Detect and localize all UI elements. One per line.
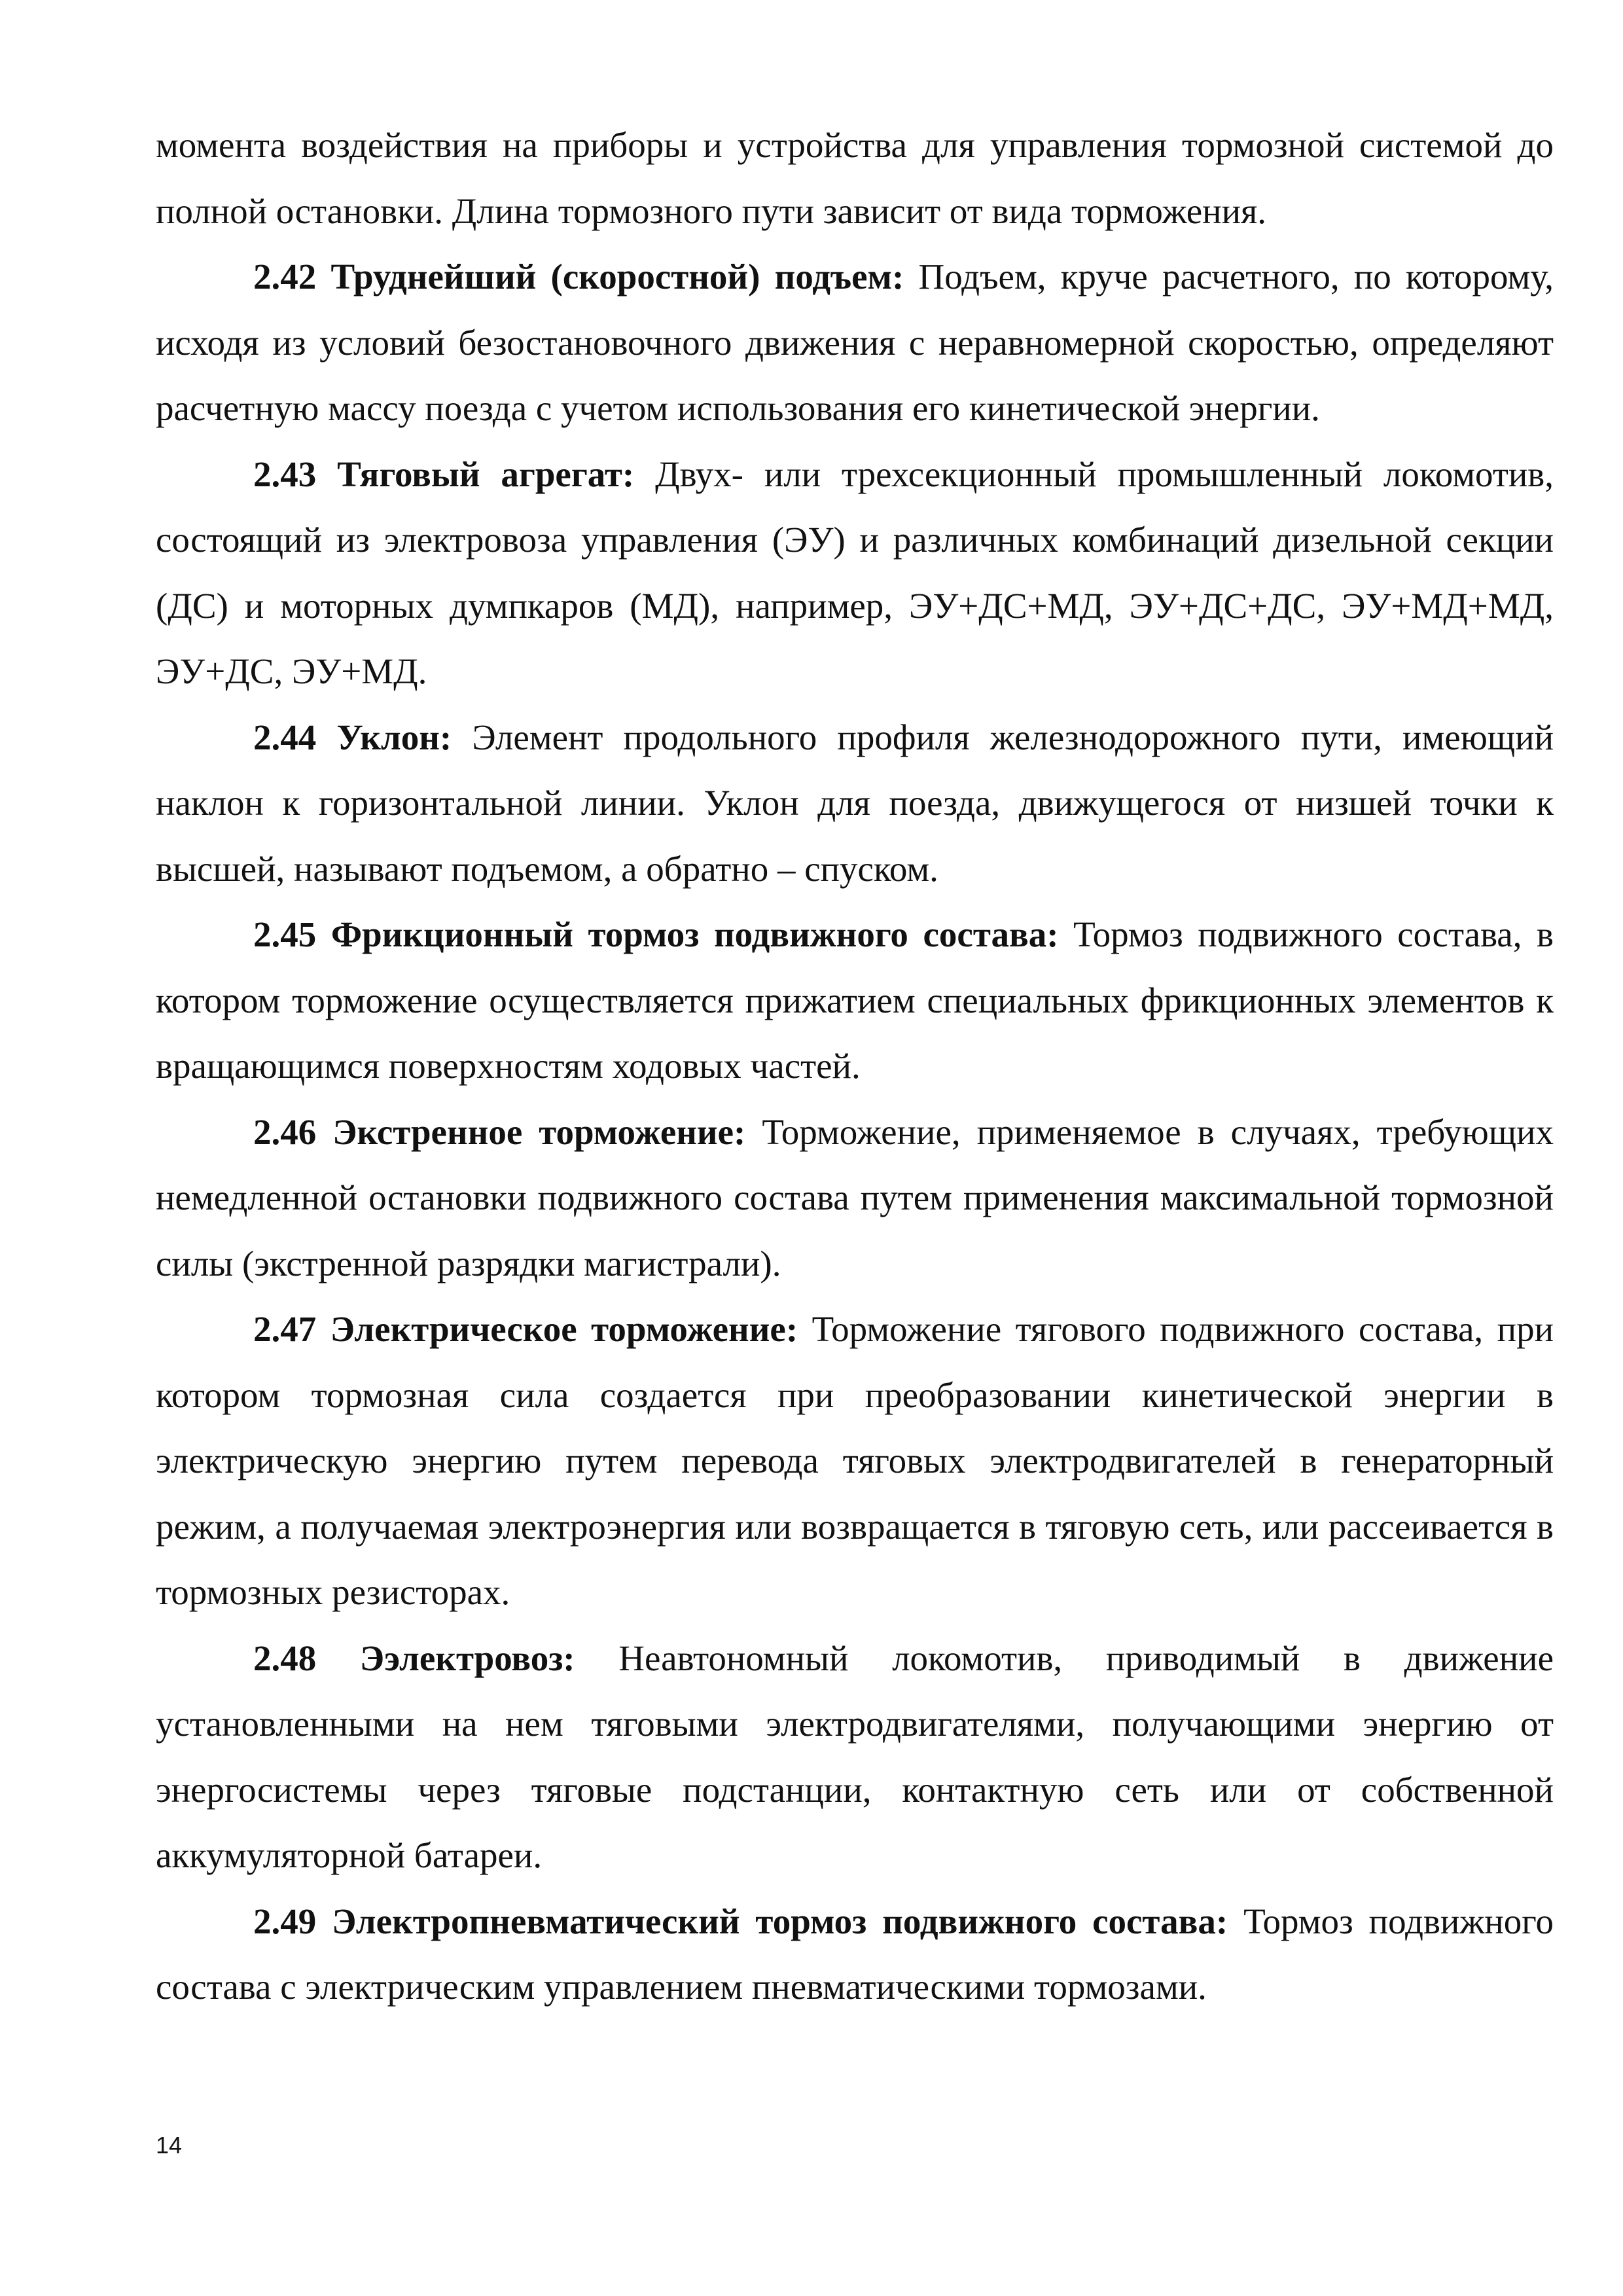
definition-term: Труднейший (скоростной) подъем: <box>330 257 904 296</box>
definition-2-46 <box>156 1100 1554 1297</box>
definition-number: 2.44 <box>253 717 317 757</box>
definition-number: 2.48 <box>253 1638 317 1678</box>
definition-term: Ээлектровоз: <box>359 1638 575 1678</box>
definition-term: Электрическое торможение: <box>330 1309 798 1349</box>
definition-number: 2.42 <box>253 257 317 296</box>
definition-term: Уклон: <box>336 717 452 757</box>
page-number: 14 <box>156 2132 183 2159</box>
definition-number: 2.46 <box>253 1111 317 1152</box>
definition-number: 2.43 <box>253 454 317 494</box>
definition-2-48 <box>156 1626 1554 1889</box>
intro-continuation-paragraph: момента воздействия на приборы и устройства для управления тормозной системой до полной остановки. Длина тормозного пути зависит от вида торможения. <box>156 125 1554 231</box>
definition-2-49 <box>156 1889 1554 2020</box>
definition-text: Подъем, круче расчетного, по которому, исходя из условий безостановочного движения с неравномерной скоростью, определяют расчетную массу поезда с учетом использования его кинетической энергии. <box>156 257 1554 428</box>
definition-2-42 <box>156 244 1554 442</box>
definition-2-43 <box>156 442 1554 705</box>
definition-text: Торможение, применяемое в случаях, требующих немедленной остановки подвижного состава путем применения максимальной тормозной силы (экстренной разрядки магистрали). <box>156 1111 1554 1283</box>
definition-number: 2.45 <box>253 914 317 954</box>
definition-2-45 <box>156 902 1554 1100</box>
definition-2-44 <box>156 705 1554 903</box>
definition-text: Неавтономный локомотив, приводимый в движение установленными на нем тяговыми электродвигателями, получающими энергию от энергосистемы через тяговые подстанции, контактную сеть или от собственной аккумуляторной батареи. <box>156 1638 1554 1875</box>
definition-text: Двух- или трехсекционный промышленный локомотив, состоящий из электровоза управления (ЭУ) и различных комбинаций дизельной секции (ДС) и моторных думпкаров (МД), например, ЭУ+ДС+МД, ЭУ+ДС+ДС, ЭУ+МД+МД, ЭУ+ДС, ЭУ+МД. <box>156 454 1554 691</box>
definition-term: Электропневматический тормоз подвижного состава: <box>332 1901 1228 1941</box>
definition-text: Элемент продольного профиля железнодорожного пути, имеющий наклон к горизонтальной линии. Уклон для поезда, движущегося от низшей точки к высшей, называют подъемом, а обратно – спуском. <box>156 717 1554 889</box>
document-body <box>156 113 1554 2020</box>
definition-text: Тормоз подвижного состава, в котором торможение осуществляется прижатием специальных фрикционных элементов к вращающимся поверхностям ходовых частей. <box>156 914 1554 1086</box>
definition-term: Фрикционный тормоз подвижного состава: <box>330 914 1059 954</box>
definition-text: Торможение тягового подвижного состава, при котором тормозная сила создается при преобразовании кинетической энергии в электрическую энергию путем перевода тяговых электродвигателей в генераторный режим, а получаемая электроэнергия или возвращается в тяговую сеть, или рассеивается в тормозных резисторах. <box>156 1309 1554 1612</box>
definition-term: Экстренное торможение: <box>332 1111 746 1152</box>
definition-2-47 <box>156 1297 1554 1626</box>
definition-term: Тяговый агрегат: <box>337 454 635 494</box>
definition-text: Тормоз подвижного состава с электрическим управлением пневматическими тормозами. <box>156 1901 1554 2007</box>
definition-number: 2.49 <box>253 1901 317 1941</box>
definition-number: 2.47 <box>253 1309 317 1349</box>
